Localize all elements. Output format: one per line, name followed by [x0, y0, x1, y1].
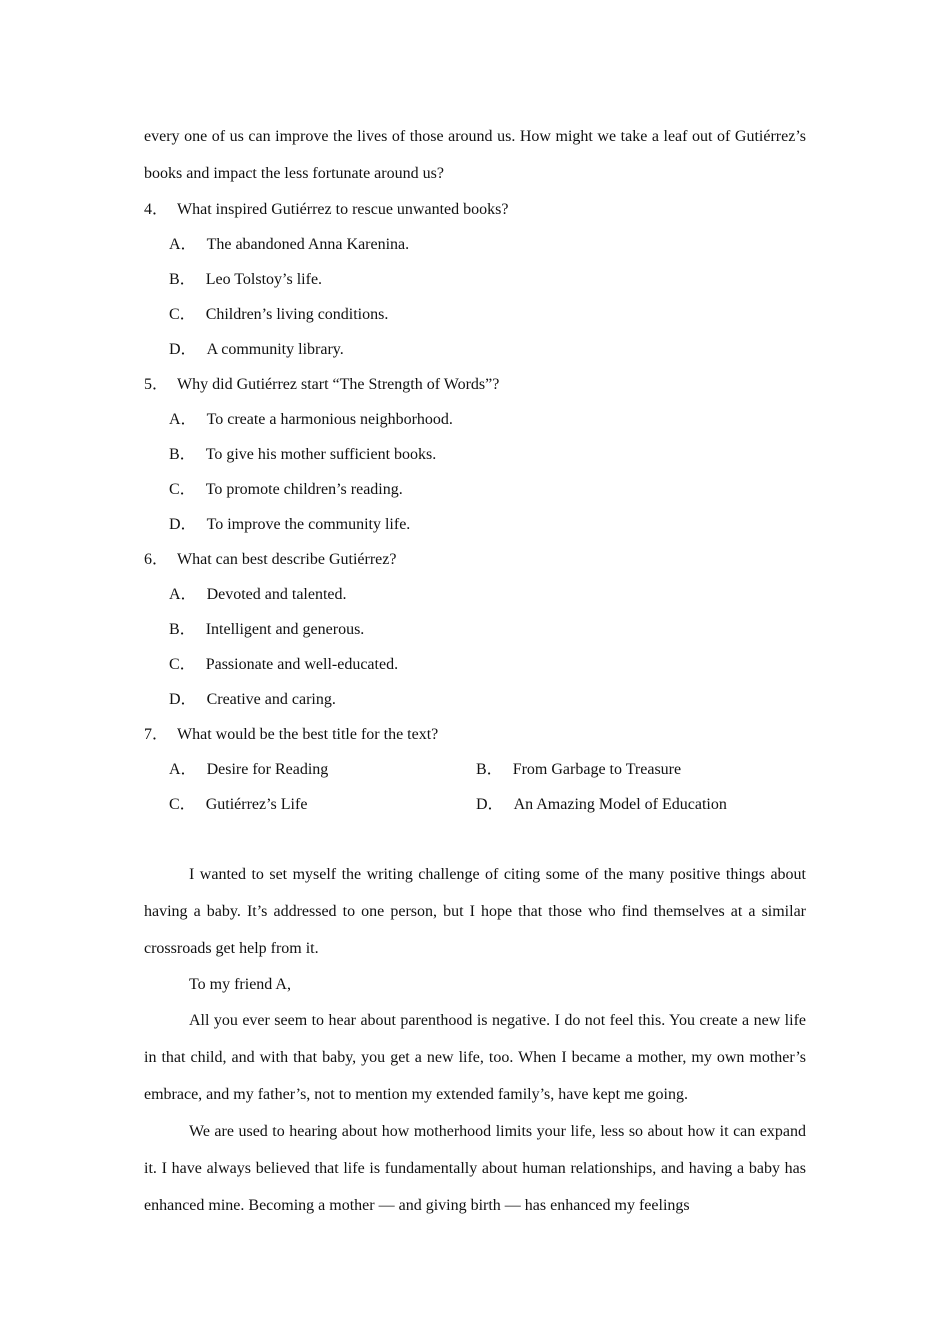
question-stem — [144, 192, 806, 227]
question-number: 5． — [144, 376, 169, 393]
question-6 — [144, 542, 806, 717]
option-letter: D． — [169, 516, 197, 533]
option-row — [169, 752, 806, 787]
question-text: What inspired Gutiérrez to rescue unwanted books? — [177, 201, 509, 218]
option-text: Intelligent and generous. — [205, 621, 365, 638]
question-5 — [144, 367, 806, 542]
question-stem — [144, 717, 806, 752]
question-stem — [144, 542, 806, 577]
option-text: Leo Tolstoy’s life. — [205, 271, 323, 288]
question-number: 6． — [144, 551, 169, 568]
passage-salutation: To my friend A, — [189, 976, 291, 993]
option-b — [169, 612, 806, 647]
option-b — [169, 262, 806, 297]
question-number: 7． — [144, 726, 169, 743]
option-text: To create a harmonious neighborhood. — [206, 411, 453, 428]
option-letter: A． — [169, 586, 197, 603]
option-text: Creative and caring. — [206, 691, 336, 708]
question-text: Why did Gutiérrez start “The Strength of Words”? — [177, 376, 500, 393]
passage-paragraph: I wanted to set myself the writing challenge of citing some of the many positive things about having a baby. It’s addressed to one person, but I hope that those who find themselves at a similar crossroads get help from it. — [144, 866, 806, 957]
option-letter: D． — [169, 691, 197, 708]
option-text: To give his mother sufficient books. — [205, 446, 437, 463]
document-page — [144, 118, 806, 1224]
option-text: Desire for Reading — [206, 761, 329, 778]
option-a — [169, 227, 806, 262]
option-letter: D． — [476, 796, 504, 813]
option-letter: B． — [476, 761, 503, 778]
option-letter: B． — [169, 446, 196, 463]
option-d — [169, 332, 806, 367]
option-a — [169, 577, 806, 612]
option-a — [169, 752, 476, 787]
option-d — [476, 787, 783, 822]
option-d — [169, 682, 806, 717]
question-4 — [144, 192, 806, 367]
option-d — [169, 507, 806, 542]
option-c — [169, 297, 806, 332]
question-stem — [144, 367, 806, 402]
option-text: Children’s living conditions. — [205, 306, 389, 323]
option-letter: A． — [169, 411, 197, 428]
option-letter: D． — [169, 341, 197, 358]
option-letter: A． — [169, 761, 197, 778]
option-text: A community library. — [206, 341, 344, 358]
option-text: Passionate and well-educated. — [205, 656, 399, 673]
reading-passage — [144, 856, 806, 1224]
option-letter: C． — [169, 656, 196, 673]
option-row — [169, 787, 806, 822]
option-letter: A． — [169, 236, 197, 253]
option-text: To improve the community life. — [206, 516, 411, 533]
question-7 — [144, 717, 806, 822]
question-text: What would be the best title for the text? — [177, 726, 439, 743]
option-a — [169, 402, 806, 437]
option-letter: C． — [169, 481, 196, 498]
option-letter: C． — [169, 796, 196, 813]
section-gap — [144, 822, 806, 856]
option-text: Gutiérrez’s Life — [205, 796, 308, 813]
option-text: Devoted and talented. — [206, 586, 347, 603]
option-letter: B． — [169, 621, 196, 638]
passage-paragraph: We are used to hearing about how motherhood limits your life, less so about how it can expand it. I have always believed that life is fundamentally about human relationships, and having a baby has enhanced mine. Becoming a mother — and giving birth — has enhanced my feelings — [144, 1123, 806, 1214]
option-c — [169, 787, 476, 822]
option-b — [476, 752, 783, 787]
option-c — [169, 647, 806, 682]
option-b — [169, 437, 806, 472]
question-text: What can best describe Gutiérrez? — [177, 551, 397, 568]
option-letter: C． — [169, 306, 196, 323]
option-text: To promote children’s reading. — [205, 481, 403, 498]
intro-paragraph: every one of us can improve the lives of those around us. How might we take a leaf out of Gutiérrez’s books and impact the less fortunate around us? — [144, 128, 806, 182]
question-number: 4． — [144, 201, 169, 218]
passage-paragraph: All you ever seem to hear about parenthood is negative. I do not feel this. You create a new life in that child, and with that baby, you get a new life, too. When I became a mother, my own mother’s embrace, and my father’s, not to mention my extended family’s, have kept me going. — [144, 1012, 806, 1103]
option-c — [169, 472, 806, 507]
option-letter: B． — [169, 271, 196, 288]
option-text: An Amazing Model of Education — [513, 796, 727, 813]
option-text: From Garbage to Treasure — [512, 761, 682, 778]
option-text: The abandoned Anna Karenina. — [206, 236, 410, 253]
